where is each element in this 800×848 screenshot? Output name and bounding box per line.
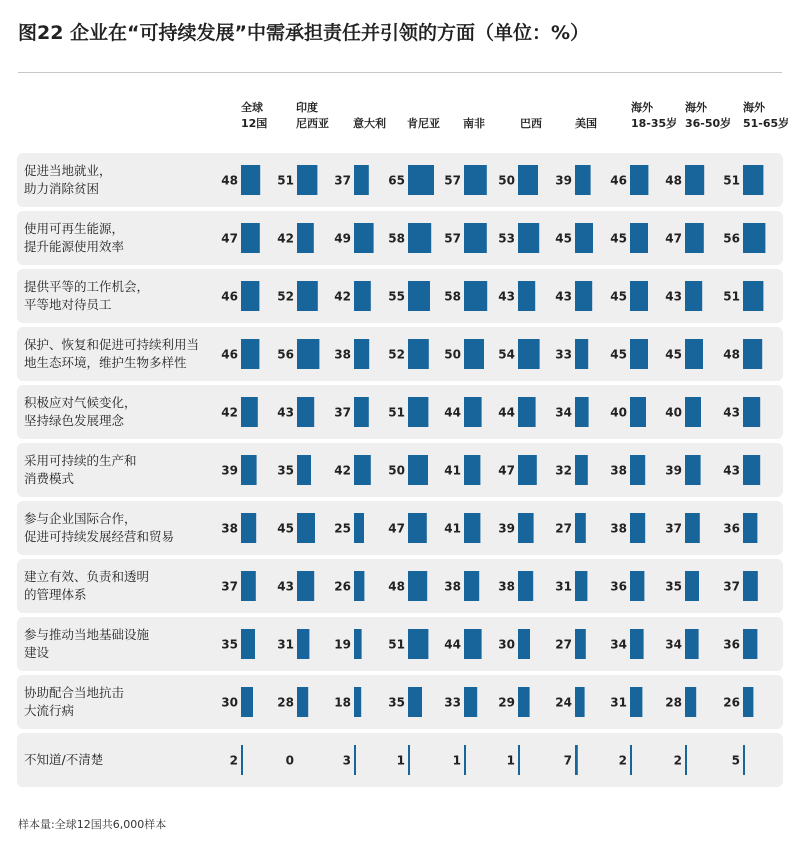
data-label: 19: [334, 637, 351, 652]
bar: [743, 339, 762, 369]
bar: [685, 281, 702, 311]
row-label-line: 保护、恢复和促进可持续利用当: [24, 337, 200, 352]
bar: [575, 687, 585, 717]
bar: [408, 339, 429, 369]
data-label: 53: [498, 231, 515, 246]
data-label: 48: [665, 173, 682, 188]
data-label: 37: [665, 521, 682, 536]
data-label: 47: [221, 231, 238, 246]
data-label: 34: [610, 637, 627, 652]
bar: [354, 397, 369, 427]
bar: [743, 281, 763, 311]
bar: [354, 165, 369, 195]
bar: [630, 339, 648, 369]
bar: [518, 223, 539, 253]
data-label: 42: [334, 463, 351, 478]
bar: [743, 165, 763, 195]
bar: [518, 455, 537, 485]
bar: [297, 687, 308, 717]
data-label: 41: [444, 521, 461, 536]
data-label: 37: [334, 405, 351, 420]
data-label: 7: [563, 753, 572, 768]
data-label: 25: [334, 521, 351, 536]
bar: [464, 165, 487, 195]
row-label-line: 提供平等的工作机会，: [24, 279, 150, 294]
data-label: 38: [221, 521, 238, 536]
column-header-line: 海外: [743, 101, 765, 114]
row-label-line: 参与推动当地基础设施: [24, 627, 150, 642]
bar: [241, 165, 260, 195]
bar: [241, 571, 256, 601]
data-label: 3: [342, 753, 351, 768]
data-label: 38: [334, 347, 351, 362]
column-header-line: 18-35岁: [631, 117, 678, 130]
data-label: 58: [444, 289, 461, 304]
bar: [241, 281, 259, 311]
column-header-line: 海外: [631, 101, 653, 114]
data-label: 51: [723, 289, 740, 304]
bar: [408, 223, 431, 253]
bar: [685, 223, 704, 253]
bar: [630, 687, 642, 717]
data-label: 50: [388, 463, 405, 478]
bar: [685, 339, 703, 369]
bar: [408, 165, 434, 195]
data-label: 44: [498, 405, 515, 420]
bar: [297, 165, 317, 195]
data-label: 39: [498, 521, 515, 536]
data-label: 39: [221, 463, 238, 478]
data-label: 40: [610, 405, 627, 420]
data-label: 42: [334, 289, 351, 304]
data-label: 39: [555, 173, 572, 188]
bar: [743, 397, 760, 427]
data-label: 27: [555, 521, 572, 536]
data-label: 38: [444, 579, 461, 594]
bar: [685, 165, 704, 195]
bar: [464, 455, 480, 485]
bar: [354, 455, 371, 485]
column-header-line: 肯尼亚: [407, 117, 440, 130]
column-header-line: 全球: [241, 101, 263, 114]
bar: [743, 455, 760, 485]
bar: [297, 571, 314, 601]
bar: [408, 745, 410, 775]
bar: [630, 513, 645, 543]
data-label: 40: [665, 405, 682, 420]
data-label: 27: [555, 637, 572, 652]
data-label: 35: [665, 579, 682, 594]
bar: [685, 687, 696, 717]
data-label: 37: [221, 579, 238, 594]
data-label: 26: [334, 579, 351, 594]
column-header-line: 12国: [241, 117, 268, 130]
bar: [575, 745, 578, 775]
data-label: 47: [665, 231, 682, 246]
data-label: 43: [723, 405, 740, 420]
data-label: 45: [610, 289, 627, 304]
bar: [464, 223, 487, 253]
column-header-line: 海外: [685, 101, 707, 114]
bar: [518, 339, 540, 369]
bar: [575, 339, 588, 369]
column-header-line: 南非: [463, 117, 485, 130]
data-label: 54: [498, 347, 515, 362]
data-label: 44: [444, 637, 461, 652]
data-label: 29: [498, 695, 515, 710]
data-label: 38: [610, 521, 627, 536]
data-label: 43: [277, 405, 294, 420]
bar: [575, 397, 589, 427]
row-label-line: 提升能源使用效率: [24, 239, 125, 254]
data-label: 36: [610, 579, 627, 594]
bar: [297, 513, 315, 543]
data-label: 48: [221, 173, 238, 188]
data-label: 47: [498, 463, 515, 478]
data-label: 1: [396, 753, 405, 768]
data-label: 45: [277, 521, 294, 536]
data-label: 46: [221, 289, 238, 304]
data-label: 37: [723, 579, 740, 594]
column-header-line: 巴西: [520, 117, 542, 130]
bar: [630, 165, 648, 195]
bar: [464, 571, 479, 601]
data-label: 46: [610, 173, 627, 188]
data-label: 28: [277, 695, 294, 710]
data-label: 50: [498, 173, 515, 188]
data-label: 43: [498, 289, 515, 304]
bar: [241, 397, 258, 427]
data-label: 43: [277, 579, 294, 594]
chart-title: 图22 企业在“可持续发展”中需承担责任并引领的方面（单位：%）: [18, 22, 590, 44]
data-label: 28: [665, 695, 682, 710]
data-label: 57: [444, 173, 461, 188]
bar: [297, 281, 318, 311]
bar: [241, 513, 256, 543]
data-label: 35: [221, 637, 238, 652]
column-header-line: 36-50岁: [685, 117, 732, 130]
bar: [408, 281, 430, 311]
bar: [241, 455, 257, 485]
row-label-line: 不知道/不清楚: [24, 752, 104, 767]
bar: [464, 687, 477, 717]
row-label-line: 使用可再生能源，: [24, 221, 125, 236]
data-label: 42: [221, 405, 238, 420]
bar: [575, 629, 586, 659]
bar: [630, 745, 632, 775]
data-label: 52: [388, 347, 405, 362]
row-label-line: 坚持绿色发展理念: [24, 413, 125, 428]
bar: [408, 513, 427, 543]
row-label-line: 助力消除贫困: [24, 181, 100, 196]
bar: [464, 629, 482, 659]
data-label: 51: [388, 405, 405, 420]
data-label: 38: [498, 579, 515, 594]
data-label: 42: [277, 231, 294, 246]
data-label: 38: [610, 463, 627, 478]
data-label: 35: [388, 695, 405, 710]
data-label: 41: [444, 463, 461, 478]
bar: [630, 397, 646, 427]
data-label: 65: [388, 173, 405, 188]
data-label: 31: [555, 579, 572, 594]
data-label: 31: [277, 637, 294, 652]
data-label: 45: [610, 231, 627, 246]
column-header-line: 尼西亚: [296, 117, 329, 130]
data-label: 33: [444, 695, 461, 710]
row-label-line: 采用可持续的生产和: [24, 453, 137, 468]
bar: [354, 745, 356, 775]
row-label-line: 参与企业国际合作，: [24, 511, 137, 526]
data-label: 51: [277, 173, 294, 188]
bar: [743, 629, 757, 659]
row-label-line: 消费模式: [24, 471, 75, 486]
data-label: 18: [334, 695, 351, 710]
bar: [575, 281, 592, 311]
data-label: 43: [723, 463, 740, 478]
data-label: 48: [723, 347, 740, 362]
bar: [518, 397, 536, 427]
bar: [518, 571, 533, 601]
bar: [408, 571, 427, 601]
data-label: 56: [277, 347, 294, 362]
bar: [297, 223, 314, 253]
bar: [575, 223, 593, 253]
bar: [743, 223, 765, 253]
row-label-line: 大流行病: [24, 703, 75, 718]
bar: [354, 629, 362, 659]
bar: [518, 513, 534, 543]
data-label: 51: [723, 173, 740, 188]
data-label: 1: [506, 753, 515, 768]
bar: [518, 745, 520, 775]
bar: [297, 629, 309, 659]
data-label: 0: [285, 753, 294, 768]
bar: [354, 571, 364, 601]
data-label: 47: [388, 521, 405, 536]
row-label-line: 平等地对待员工: [24, 297, 112, 312]
bar: [685, 397, 701, 427]
bar: [575, 571, 587, 601]
bar: [464, 745, 466, 775]
bar: [685, 455, 701, 485]
bar: [354, 223, 374, 253]
bar: [354, 339, 369, 369]
bar: [408, 687, 422, 717]
data-label: 43: [665, 289, 682, 304]
data-label: 24: [555, 695, 572, 710]
bar: [354, 281, 371, 311]
data-label: 43: [555, 289, 572, 304]
bar: [685, 571, 699, 601]
data-label: 30: [221, 695, 238, 710]
bar: [297, 339, 319, 369]
bar: [575, 513, 586, 543]
column-header-line: 51-65岁: [743, 117, 790, 130]
bar: [408, 397, 428, 427]
data-label: 50: [444, 347, 461, 362]
footnote: 样本量:全球12国共6,000样本: [18, 818, 167, 831]
column-header-line: 印度: [296, 101, 318, 114]
bar: [464, 339, 484, 369]
bar: [743, 571, 758, 601]
bar: [408, 455, 428, 485]
bar: [354, 687, 361, 717]
bar: [241, 745, 243, 775]
data-label: 37: [334, 173, 351, 188]
data-label: 56: [723, 231, 740, 246]
row-label-line: 建立有效、负责和透明: [24, 569, 150, 584]
bar: [630, 455, 645, 485]
data-label: 36: [723, 637, 740, 652]
data-label: 31: [610, 695, 627, 710]
bar: [297, 455, 311, 485]
data-label: 44: [444, 405, 461, 420]
data-label: 51: [388, 637, 405, 652]
bar: [685, 629, 699, 659]
bar: [743, 745, 745, 775]
bar: [464, 513, 480, 543]
data-label: 45: [555, 231, 572, 246]
data-label: 45: [610, 347, 627, 362]
bar: [630, 223, 648, 253]
bar: [630, 281, 648, 311]
data-label: 48: [388, 579, 405, 594]
bar: [743, 513, 757, 543]
bar: [464, 397, 482, 427]
data-label: 39: [665, 463, 682, 478]
data-label: 26: [723, 695, 740, 710]
data-label: 34: [555, 405, 572, 420]
data-label: 57: [444, 231, 461, 246]
data-label: 2: [618, 753, 627, 768]
bar: [518, 281, 535, 311]
data-label: 32: [555, 463, 572, 478]
row-label-line: 地生态环境，维护生物多样性: [24, 355, 187, 370]
bar: [354, 513, 364, 543]
data-label: 55: [388, 289, 405, 304]
bar: [630, 629, 644, 659]
row-label-line: 积极应对气候变化，: [24, 395, 137, 410]
data-label: 45: [665, 347, 682, 362]
data-label: 34: [665, 637, 682, 652]
column-header-line: 意大利: [353, 117, 386, 130]
data-label: 58: [388, 231, 405, 246]
data-label: 52: [277, 289, 294, 304]
row-label-line: 协助配合当地抗击: [24, 685, 125, 700]
row-label-line: 促进当地就业，: [24, 163, 112, 178]
data-label: 49: [334, 231, 351, 246]
data-label: 1: [452, 753, 461, 768]
data-label: 35: [277, 463, 294, 478]
data-label: 36: [723, 521, 740, 536]
bar: [241, 687, 253, 717]
bar: [464, 281, 487, 311]
data-label: 46: [221, 347, 238, 362]
data-label: 2: [673, 753, 682, 768]
row-label-line: 建设: [24, 645, 50, 660]
bar: [685, 745, 687, 775]
bar: [241, 223, 260, 253]
bar: [518, 687, 530, 717]
bar: [575, 165, 591, 195]
column-header-line: 美国: [575, 117, 597, 130]
data-label: 5: [731, 753, 740, 768]
data-label: 33: [555, 347, 572, 362]
data-label: 30: [498, 637, 515, 652]
row-label-line: 促进可持续发展经营和贸易: [24, 529, 175, 544]
bar: [518, 629, 530, 659]
bar: [630, 571, 644, 601]
bar: [297, 397, 314, 427]
bar: [241, 339, 259, 369]
bar: [743, 687, 753, 717]
bar: [241, 629, 255, 659]
bar: [408, 629, 428, 659]
data-label: 2: [229, 753, 238, 768]
bar: [575, 455, 588, 485]
bar: [518, 165, 538, 195]
row-label-line: 的管理体系: [24, 587, 87, 602]
bar: [685, 513, 700, 543]
